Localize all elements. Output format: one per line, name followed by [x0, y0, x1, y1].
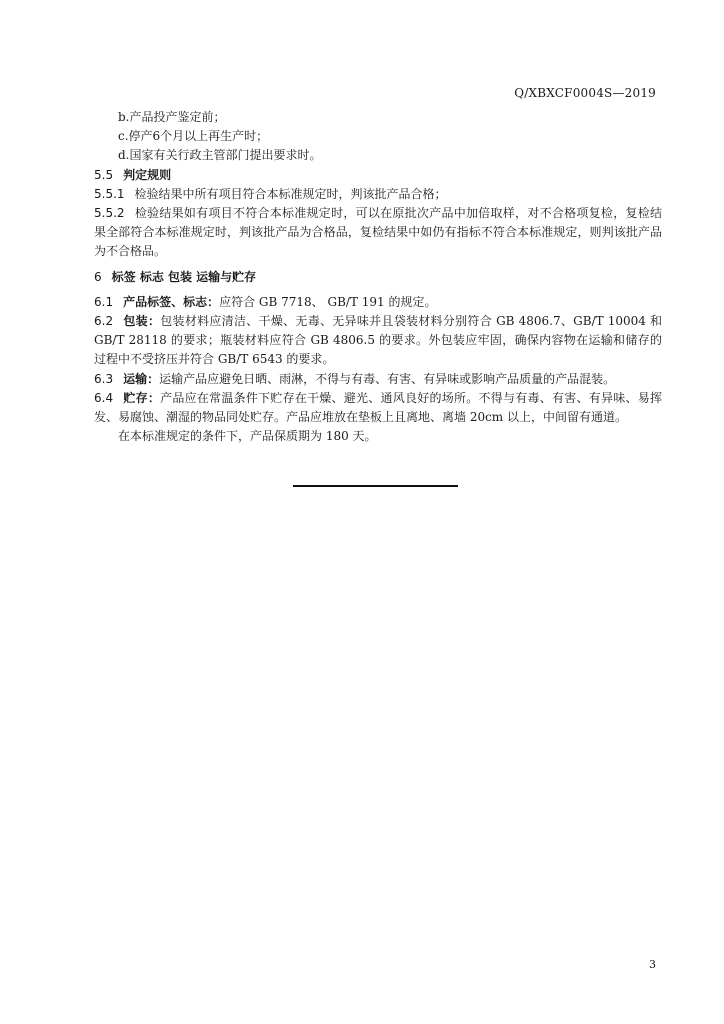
clause-6-1-text: 应符合 GB 7718、 GB/T 191 的规定。 — [219, 294, 437, 309]
section-6-heading — [94, 268, 662, 287]
clause-6-1-label: 产品标签、标志： — [123, 294, 220, 309]
list-item-d: d.国家有关行政主管部门提出要求时。 — [118, 148, 322, 163]
clause-5-5-2-text: 检验结果如有项目不符合本标准规定时，可以在原批次产品中加倍取样，对不合格项复检，复检结果全部符合本标准规定时，判该批产品为合格品，复检结果中如仍有指标不符合本标准规定，则判该批产品为不合格品。 — [94, 206, 662, 259]
end-divider — [293, 485, 458, 487]
clause-6-4-text: 产品应在常温条件下贮存在干燥、避光、通风良好的场所。不得与有毒、有害、有异味、易挥发、易腐蚀、潮湿的物品同处贮存。产品应堆放在垫板上且离地、离墙 20cm 以上，中间留有通道。 — [94, 390, 662, 425]
section-6-title: 标签 标志 包装 运输与贮存 — [111, 269, 257, 284]
section-5-5-number: 5.5 — [94, 167, 114, 182]
clause-6-3-label: 运输： — [123, 371, 160, 386]
clause-6-3 — [94, 370, 662, 389]
section-6-number: 6 — [94, 269, 102, 284]
clause-6-1-number: 6.1 — [94, 294, 114, 309]
clause-6-4-number: 6.4 — [94, 390, 114, 405]
shelf-life-statement: 在本标准规定的条件下，产品保质期为 180 天。 — [118, 429, 377, 444]
clause-5-5-1 — [94, 185, 662, 204]
clause-5-5-1-text: 检验结果中所有项目符合本标准规定时，判该批产品合格； — [134, 186, 447, 201]
clause-6-2-number: 6.2 — [94, 314, 114, 329]
clause-6-3-number: 6.3 — [94, 371, 114, 386]
clause-6-1 — [94, 293, 662, 312]
clause-5-5-2 — [94, 204, 662, 262]
clause-5-5-1-number: 5.5.1 — [94, 186, 125, 201]
clause-5-5-2-number: 5.5.2 — [94, 206, 125, 221]
section-5-5-title: 判定规则 — [123, 167, 172, 182]
list-item-b: b.产品投产鉴定前； — [118, 110, 226, 124]
document-body — [94, 108, 662, 446]
standard-code: Q/XBXCF0004S—2019 — [514, 86, 656, 100]
page-number: 3 — [649, 958, 656, 971]
section-5-5-heading — [94, 166, 662, 185]
clause-6-4-label: 贮存： — [123, 390, 161, 405]
clause-6-2-text: 包装材料应清洁、干燥、无毒、无异味并且袋装材料分别符合 GB 4806.7、GB/T 10004 和 GB/T 28118 的要求；瓶装材料应符合 GB 4806.5 的要求。外包装应牢固，确保内容物在运输和储存的过程中不受挤压并符合 GB/T 6543 的要求。 — [94, 314, 662, 367]
clause-6-2-label: 包装： — [123, 314, 161, 329]
clause-6-2 — [94, 312, 662, 370]
clause-6-4 — [94, 389, 662, 427]
clause-6-3-text: 运输产品应避免日晒、雨淋，不得与有毒、有害、有异味或影响产品质量的产品混装。 — [159, 371, 616, 386]
list-item-c: c.停产6个月以上再生产时； — [118, 129, 269, 144]
